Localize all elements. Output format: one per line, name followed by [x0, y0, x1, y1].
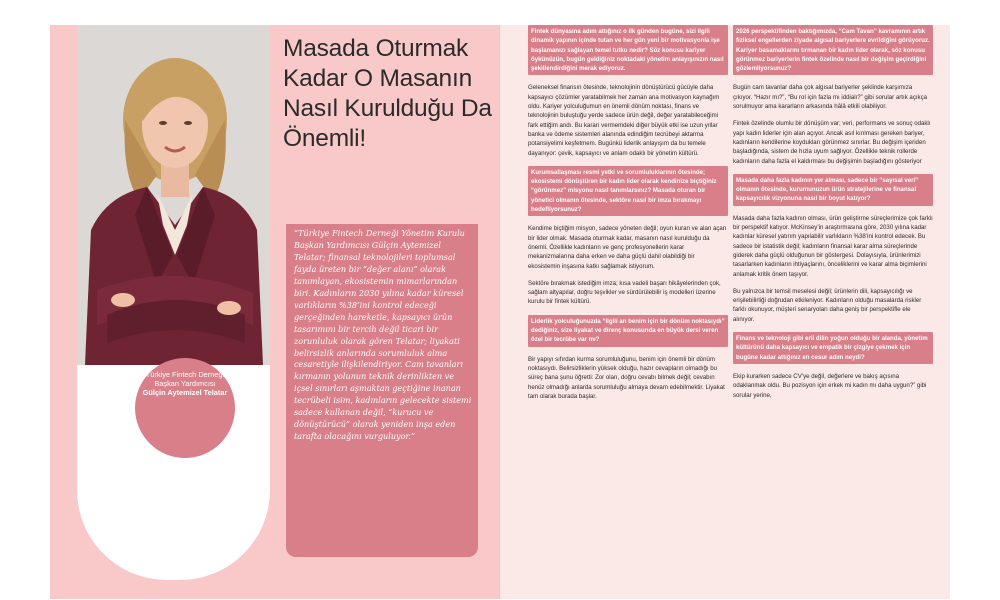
interview-question: Kurumsallaşması resmi yetki ve sorumluluklarının ötesinde; ekosistemi dönüştüren bir kadın lider olarak kendinize biçtiğiniz “görünmez” misyonu nasıl tanımlarsınız? Masada oturan bir yönetici olmanın ötesinde, sektöre nasıl bir imza bırakmayı hedefliyorsunuz? [528, 166, 728, 216]
body-paragraph: Ekip kurarken sadece CV’ye değil, değerlere ve bakış açısına odaklanmak oldu. Bu pozisyon için erkek mi kadın mı daha uygun?” gibi sorular yerine, [733, 372, 927, 399]
interview-question: Masada daha fazla kadının yer alması, sadece bir “sayısal veri” olmanın ötesinde, kurumunuzun ürün stratejilerine ve finansal kapsayıcılık vizyonuna nasıl bir boyut katıyor? [733, 174, 933, 206]
interview-question: Liderlik yolculuğunuzda “ilgili an benim için bir dönüm noktasıydı” dediğiniz, size liyakat ve direnç konusunda en büyük dersi veren özel bir tecrübe var mı? [528, 315, 728, 347]
body-paragraph: Bir yapıyı sıfırdan kurma sorumluluğunu, benim için önemli bir dönüm noktasıydı. Belirsizliklerin yüksek olduğu, hazır cevapların olmadığı bu süreç bana şunu öğretti: Zor olan, doğru cevabı bilmek değil; cevabın henüz olmadığı anlarda sorumluluğu almaya devam edebilmektir. Liyakat tam olarak burada başlar. [528, 355, 725, 400]
body-paragraph: Geleneksel finansın ötesinde, teknolojinin dönüştürücü gücüyle daha kapsayıcı çözümler yaratabilmek her zaman ana motivasyon kaynağım oldu. Kariyer yolculuğumun en önemli dönüm noktası, finans ve teknolojinin buluştuğu yerde sadece ürün değil, değer yaratabileceğimi fark ettiğim andı. Bu kararı vermemdeki diğer büyük etki ise uzun yıllar banka ve ödeme sistemleri alanında edindiğim tecrübeyi aktarma potansiyelimi keşfetmem. Bugünkü liderlik anlayışım da bu temele dayanıyor: çevik, kapsayıcı ve anlam odaklı bir yönetim kültürü. [528, 84, 720, 157]
page-gutter [499, 25, 501, 599]
body-paragraph: Kendime biçtiğim misyon, sadece yöneten değil; oyun kuran ve alan açan bir lider olmak. Masada oturmak kadar, masanın nasıl kurulduğu da önemli. Özellikle kadınların ve genç profesyonellerin karar mekanizmalarına daha erken ve daha güçlü dahil olabildiği bir ekosistemin inşasına katkı sağlamak istiyorum. [528, 225, 727, 270]
interview-question: Finans ve teknoloji gibi eril dilin yoğun olduğu bir alanda, yönetim kültürünü daha kapsayıcı ve empatik bir çizgiye çekmek için bugüne kadar attığınız en cesur adım neydi? [733, 332, 933, 364]
caption-name: Gülçin Aytemizel Telatar [142, 388, 228, 397]
left-page [50, 25, 500, 599]
caption-role: Türkiye Fintech Derneği Başkan Yardımcısı [145, 370, 225, 388]
magazine-spread [50, 25, 950, 599]
interview-question: Fintek dünyasına adım attığınız o ilk günden bugüne, sizi ilgili dinamik yapının içinde tutan ve her gün yeni bir motivasyonla işe başlamanızı sağlayan temel tutku nedir? Söz konusu kariyer öykünüzün, bugün geldiğiniz noktadaki yönetim anlayışınızın nasıl şekillendirdiğini merak ediyoruz. [528, 25, 728, 75]
portrait-photo [77, 25, 270, 365]
body-paragraph: Sektöre bırakmak istediğim imza; kısa vadeli başarı hikâyelerinden çok, sağlam altyapılar, doğru teşvikler ve sürdürülebilir iş modelleri üzerine kurulu bir fintek kültürü. [528, 279, 721, 306]
text-column-1 [528, 25, 728, 409]
body-paragraph: Bu yalnızca bir temsil meselesi değil; ürünlerin dili, kapsayıcılığı ve erişilebilirliği doğrudan etkileniyor. Kadınların olduğu masalarda riskler farklı okunuyor, müşteri senaryoları daha geniş bir perspektifle ele alınıyor. [733, 287, 922, 323]
portrait-illustration [77, 25, 270, 365]
body-paragraph: Bugün cam tavanlar daha çok algısal bariyerler şeklinde karşımıza çıkıyor. “Hazır mı?”, “Bu rol için fazla mı iddialı?” gibi sorular artık açıkça sorulmuyor ama kararların arkasında hâlâ etkili olabiliyor. [733, 84, 928, 111]
photo-caption [139, 370, 231, 397]
article-title: Masada Oturmak Kadar O Masanın Nasıl Kurulduğu Da Önemli! [283, 35, 492, 152]
interview-question: 2026 perspektifinden baktığımızda, “Cam Tavan” kavramının artık fiziksel engellerden ziyade algısal bariyerlere evrildiğini görüyoruz. Kariyer basamaklarını tırmanan bir kadın lider olarak, söz konusu görünmez bariyerlerin fintek özelinde nasıl bir değişim geçirdiğini gözlemliyorsunuz? [733, 25, 933, 75]
portrait-card [77, 25, 270, 580]
text-column-2 [733, 25, 933, 408]
body-paragraph: Fintek özelinde olumlu bir dönüşüm var; veri, performans ve sonuç odaklı yapı kadın liderler için alan açıyor. Ancak asıl kırılması gereken bariyer, kadınların kendilerine koydukları görünmez sınırlar. Bu değişim içeriden başladığında, sistem de hızla uyum sağlıyor. Özellikle teknik rollerde kadınların daha fazla el kaldırması bu değişimin başladığını gösteriyor [733, 120, 931, 165]
body-paragraph: Masada daha fazla kadının olması, ürün geliştirme süreçlerimize çok farklı bir perspektif katıyor. McKinsey’in araştırmasına göre, 2030 yılına kadar kadınlar küresel yatırım yapılabilir varlıkların %38’ini kontrol edecek. Bu sadece bir istatistik değil; kadınların finansal karar alma süreçlerinde giderek daha güçlü olduğunun bir göstergesi. Dolayısıyla, ürünlerimizi tasarlarken kadınların ihtiyaçlarını, önceliklerini ve karar alma biçimlerini anlamak kritik önem taşıyor. [733, 214, 933, 278]
intro-quote: “Türkiye Fintech Derneği Yönetim Kurulu Başkan Yardımcısı Gülçin Aytemizel Telatar; finansal teknolojileri toplumsal fayda üreten bir “değer alanı” olarak tanımlayan, ekosistemin mimarlarından biri. Kadınların 2030 yılına kadar küresel varlıkların %38’ini kontrol edeceği gerçeğinden hareketle, kapsayıcı ürün tasarımını bir tercih değil ticari bir zorunluluk olarak gören Telatar; liyakati belirsizlik anlarında sorumluluk alma cesaretiyle ilişkilendiriyor. Cam tavanları kırmanın yolunun teknik derinlikten ve içsel sınırları aşmaktan geçtiğine inanan tecrübeli isim, kadınların gelecekte sistemi sadece kullanan değil, “kurucu ve dönüştürücü” olarak yeniden inşa eden tarafta olacağını vurguluyor.” [294, 228, 472, 442]
